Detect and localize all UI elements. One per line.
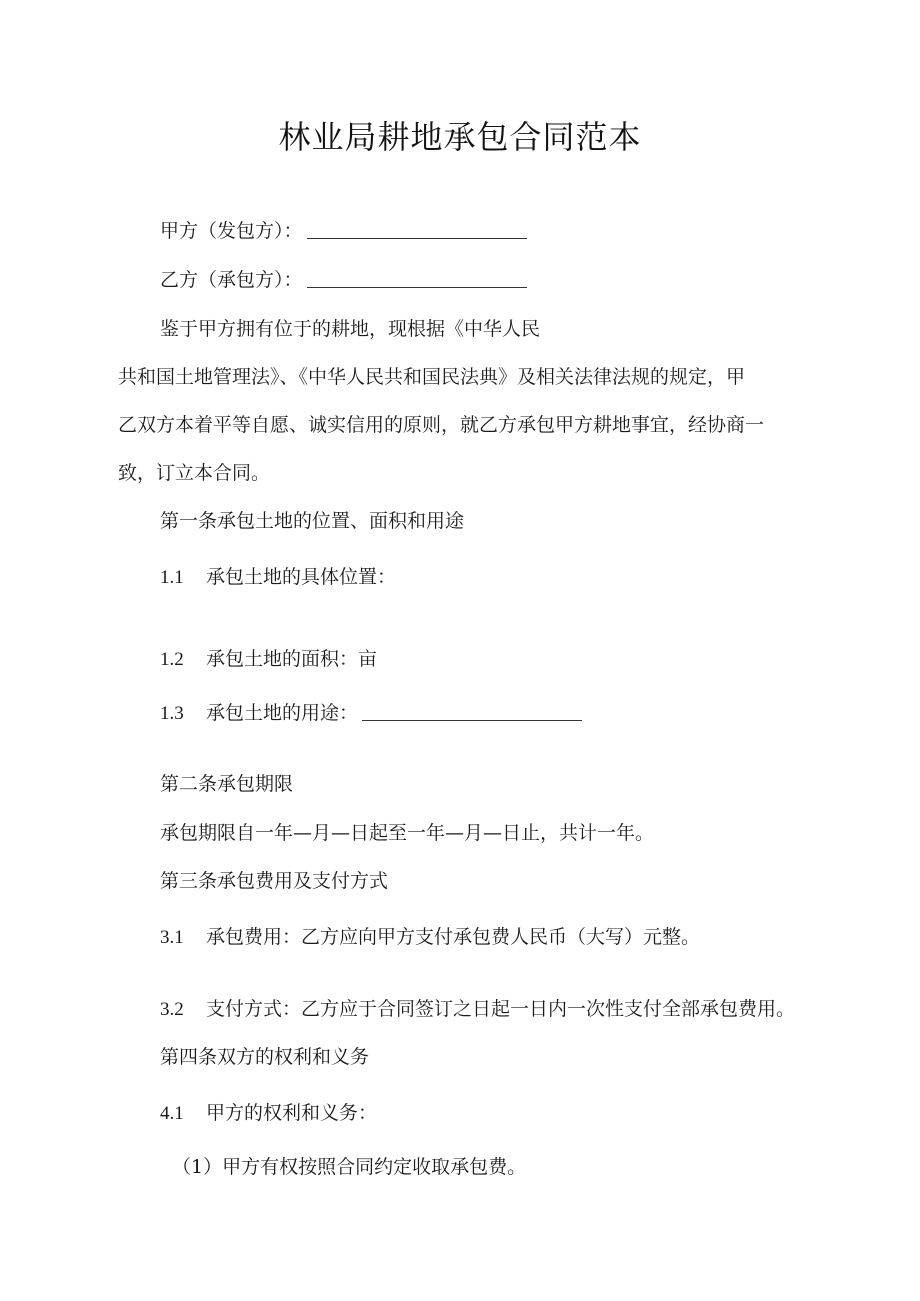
intro-line-3: 乙双方本着平等自愿、诚实信用的原则，就乙方承包甲方耕地事宜，经协商一: [118, 414, 765, 436]
party-b-blank[interactable]: [307, 267, 527, 288]
article4-heading: 第四条双方的权利和义务: [160, 1046, 370, 1068]
item-text: 承包土地的具体位置：: [206, 566, 397, 588]
item-number: 3.2: [160, 999, 184, 1020]
item-text: 承包土地的面积：亩: [206, 648, 378, 670]
article4-subitem-1: （1）甲方有权按照合同约定收取承包费。: [172, 1156, 527, 1178]
party-b-line: [160, 267, 527, 293]
item-text: 支付方式：乙方应于合同签订之日起一日内一次性支付全部承包费用。: [206, 998, 796, 1020]
item-number: 4.1: [160, 1103, 184, 1124]
item-number: 1.1: [160, 567, 184, 588]
item-number: 3.1: [160, 927, 184, 948]
party-a-label: 甲方（发包方）：: [160, 220, 303, 242]
article2-heading: 第二条承包期限: [160, 773, 294, 795]
article3-item-1: [160, 924, 700, 951]
intro-line-4: 致，订立本合同。: [118, 462, 271, 484]
article2-text: 承包期限自一年—月—日起至一年—月—日止，共计一年。: [160, 822, 655, 844]
party-a-line: [160, 218, 527, 244]
item-text: 承包费用：乙方应向甲方支付承包费人民币（大写）元整。: [206, 926, 701, 948]
land-use-blank[interactable]: [362, 700, 582, 721]
intro-line-1: 鉴于甲方拥有位于的耕地，现根据《中华人民: [160, 318, 541, 340]
article1-item-3: [160, 700, 582, 727]
article3-heading: 第三条承包费用及支付方式: [160, 870, 389, 892]
intro-line-2: 共和国土地管理法》、《中华人民共和国民法典》及相关法律法规的规定，甲: [118, 366, 746, 388]
item-text: 承包土地的用途：: [206, 702, 359, 724]
party-b-label: 乙方（承包方）：: [160, 269, 303, 291]
article4-item-1: [160, 1100, 377, 1127]
party-a-blank[interactable]: [307, 218, 527, 239]
item-number: 1.2: [160, 649, 184, 670]
article1-item-1: [160, 564, 396, 591]
article1-item-2: [160, 646, 377, 673]
item-text: 甲方的权利和义务：: [206, 1102, 378, 1124]
item-number: 1.3: [160, 703, 184, 724]
article1-heading: 第一条承包土地的位置、面积和用途: [160, 510, 465, 532]
article3-item-2: [160, 996, 795, 1023]
document-title: 林业局耕地承包合同范本: [278, 118, 642, 156]
